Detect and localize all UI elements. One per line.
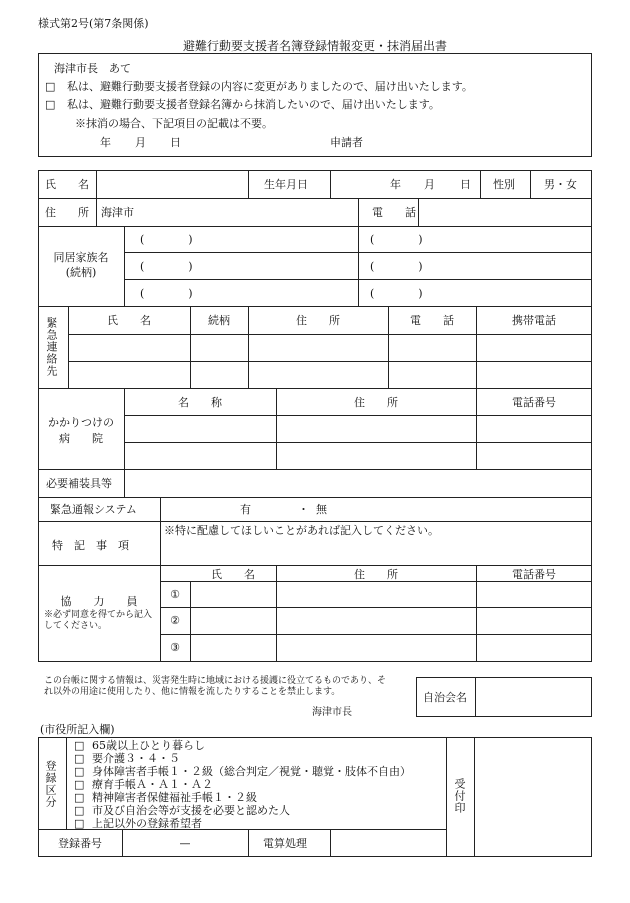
- emergency-label: 緊急連絡先: [45, 317, 58, 377]
- association-field[interactable]: [476, 678, 591, 716]
- reg-no-value: —: [179, 837, 191, 850]
- family-label: 同居家族名: [53, 251, 109, 264]
- helpers-col-name: 氏 名: [211, 568, 255, 581]
- category-checkbox-3[interactable]: □: [74, 765, 85, 778]
- form-number: 様式第2号(第7条関係): [38, 17, 149, 30]
- category-5: 精神障害者保健福祉手帳１・２級: [92, 791, 257, 804]
- category-1: 65歳以上ひとり暮らし: [92, 739, 205, 752]
- hospital-label-2: 病 院: [59, 432, 103, 445]
- emergency-col-mobile: 携帯電話: [512, 314, 556, 327]
- form-title: 避難行動要支援者名簿登録情報変更・抹消届出書: [182, 39, 448, 53]
- stamp-label: 受付印: [453, 778, 466, 814]
- category-checkbox-7[interactable]: □: [74, 817, 85, 830]
- address-value[interactable]: 海津市: [101, 206, 134, 219]
- reg-no-label: 登録番号: [58, 837, 102, 850]
- category-checkbox-6[interactable]: □: [74, 804, 85, 817]
- alert-dot: ・: [298, 503, 309, 516]
- helpers-note: ※必ず同意を得てから記入してください。: [44, 610, 153, 631]
- option-change-text: 私は、避難行動要支援者登録の内容に変更がありましたので、届け出いたします。: [67, 80, 473, 93]
- emergency-col-phone: 電 話: [410, 314, 454, 327]
- emergency-col-relation: 続柄: [208, 314, 230, 327]
- sex-label: 性別: [493, 178, 515, 191]
- helpers-col-address: 住 所: [354, 568, 398, 581]
- special-note: ※特に配慮してほしいことがあれば記入してください。: [164, 524, 439, 537]
- category-6: 市及び自治会等が支援を必要と認めた人: [92, 804, 290, 817]
- category-7: 上記以外の登録希望者: [92, 817, 202, 830]
- alert-yes[interactable]: 有: [240, 503, 251, 516]
- addressee: 海津市長 あて: [54, 62, 131, 75]
- checkbox-delete[interactable]: □: [45, 98, 56, 111]
- dob-year: 年: [390, 178, 401, 191]
- phone-label: 電 話: [372, 206, 416, 219]
- notice-month: 月: [135, 136, 146, 149]
- helper-row-1: ①: [170, 588, 180, 601]
- address-label: 住 所: [45, 206, 89, 219]
- family-phone-2[interactable]: ( ): [370, 260, 423, 273]
- name-label: 氏 名: [45, 178, 89, 191]
- family-phone-3[interactable]: ( ): [370, 287, 423, 300]
- computer-label: 電算処理: [263, 837, 307, 850]
- special-label: 特 記 事 項: [52, 539, 129, 552]
- dob-month: 月: [424, 178, 435, 191]
- category-checkbox-2[interactable]: □: [74, 752, 85, 765]
- sex-options[interactable]: 男・女: [544, 178, 577, 191]
- category-label: 登録区分: [44, 760, 57, 808]
- main-table: [38, 170, 592, 662]
- category-3: 身体障害者手帳１・２級（総合判定／視覚・聴覚・肢体不自由）: [92, 765, 411, 778]
- category-checkbox-5[interactable]: □: [74, 791, 85, 804]
- helpers-col-phone: 電話番号: [512, 568, 556, 581]
- family-phone-1[interactable]: ( ): [370, 233, 423, 246]
- applicant-label: 申請者: [330, 136, 363, 149]
- association-label: 自治会名: [423, 691, 467, 704]
- category-checkbox-4[interactable]: □: [74, 778, 85, 791]
- office-section-label: (市役所記入欄): [40, 723, 115, 736]
- checkbox-change[interactable]: □: [45, 80, 56, 93]
- disclaimer-signature: 海津市長: [312, 707, 352, 718]
- delete-note: ※抹消の場合、下記項目の記載は不要。: [75, 117, 273, 130]
- helpers-label: 協 力 員: [60, 595, 138, 608]
- category-checkbox-1[interactable]: □: [74, 739, 85, 752]
- notice-day: 日: [170, 136, 181, 149]
- helper-row-3: ③: [170, 641, 180, 654]
- alert-system-label: 緊急通報システム: [50, 503, 137, 516]
- option-delete-text: 私は、避難行動要支援者登録名簿から抹消したいので、届け出いたします。: [67, 98, 440, 111]
- hospital-col-address: 住 所: [354, 396, 398, 409]
- notice-year: 年: [100, 136, 111, 149]
- category-2: 要介護３・４・５: [92, 752, 180, 765]
- emergency-col-name: 氏 名: [107, 314, 151, 327]
- disclaimer-text: この台帳に関する情報は、災害発生時に地域における援護に役立てるものであり、それ以外の用途に使用したり、他に情報を流したりすることを禁止します。: [44, 676, 387, 697]
- emergency-col-address: 住 所: [296, 314, 340, 327]
- category-4: 療育手帳Ａ・Ａ１・Ａ２: [92, 778, 213, 791]
- dob-day: 日: [460, 178, 471, 191]
- family-relation-2[interactable]: ( ): [140, 260, 193, 273]
- helper-row-2: ②: [170, 614, 180, 627]
- hospital-col-name: 名 称: [178, 396, 222, 409]
- family-relation-1[interactable]: ( ): [140, 233, 193, 246]
- equipment-label: 必要補装具等: [46, 477, 112, 490]
- alert-no[interactable]: 無: [316, 503, 327, 516]
- hospital-label: かかりつけの: [48, 416, 114, 429]
- family-relation-label: (続柄): [65, 266, 97, 279]
- hospital-col-phone: 電話番号: [512, 396, 556, 409]
- dob-label: 生年月日: [264, 178, 308, 191]
- name-field[interactable]: [97, 171, 247, 197]
- family-relation-3[interactable]: ( ): [140, 287, 193, 300]
